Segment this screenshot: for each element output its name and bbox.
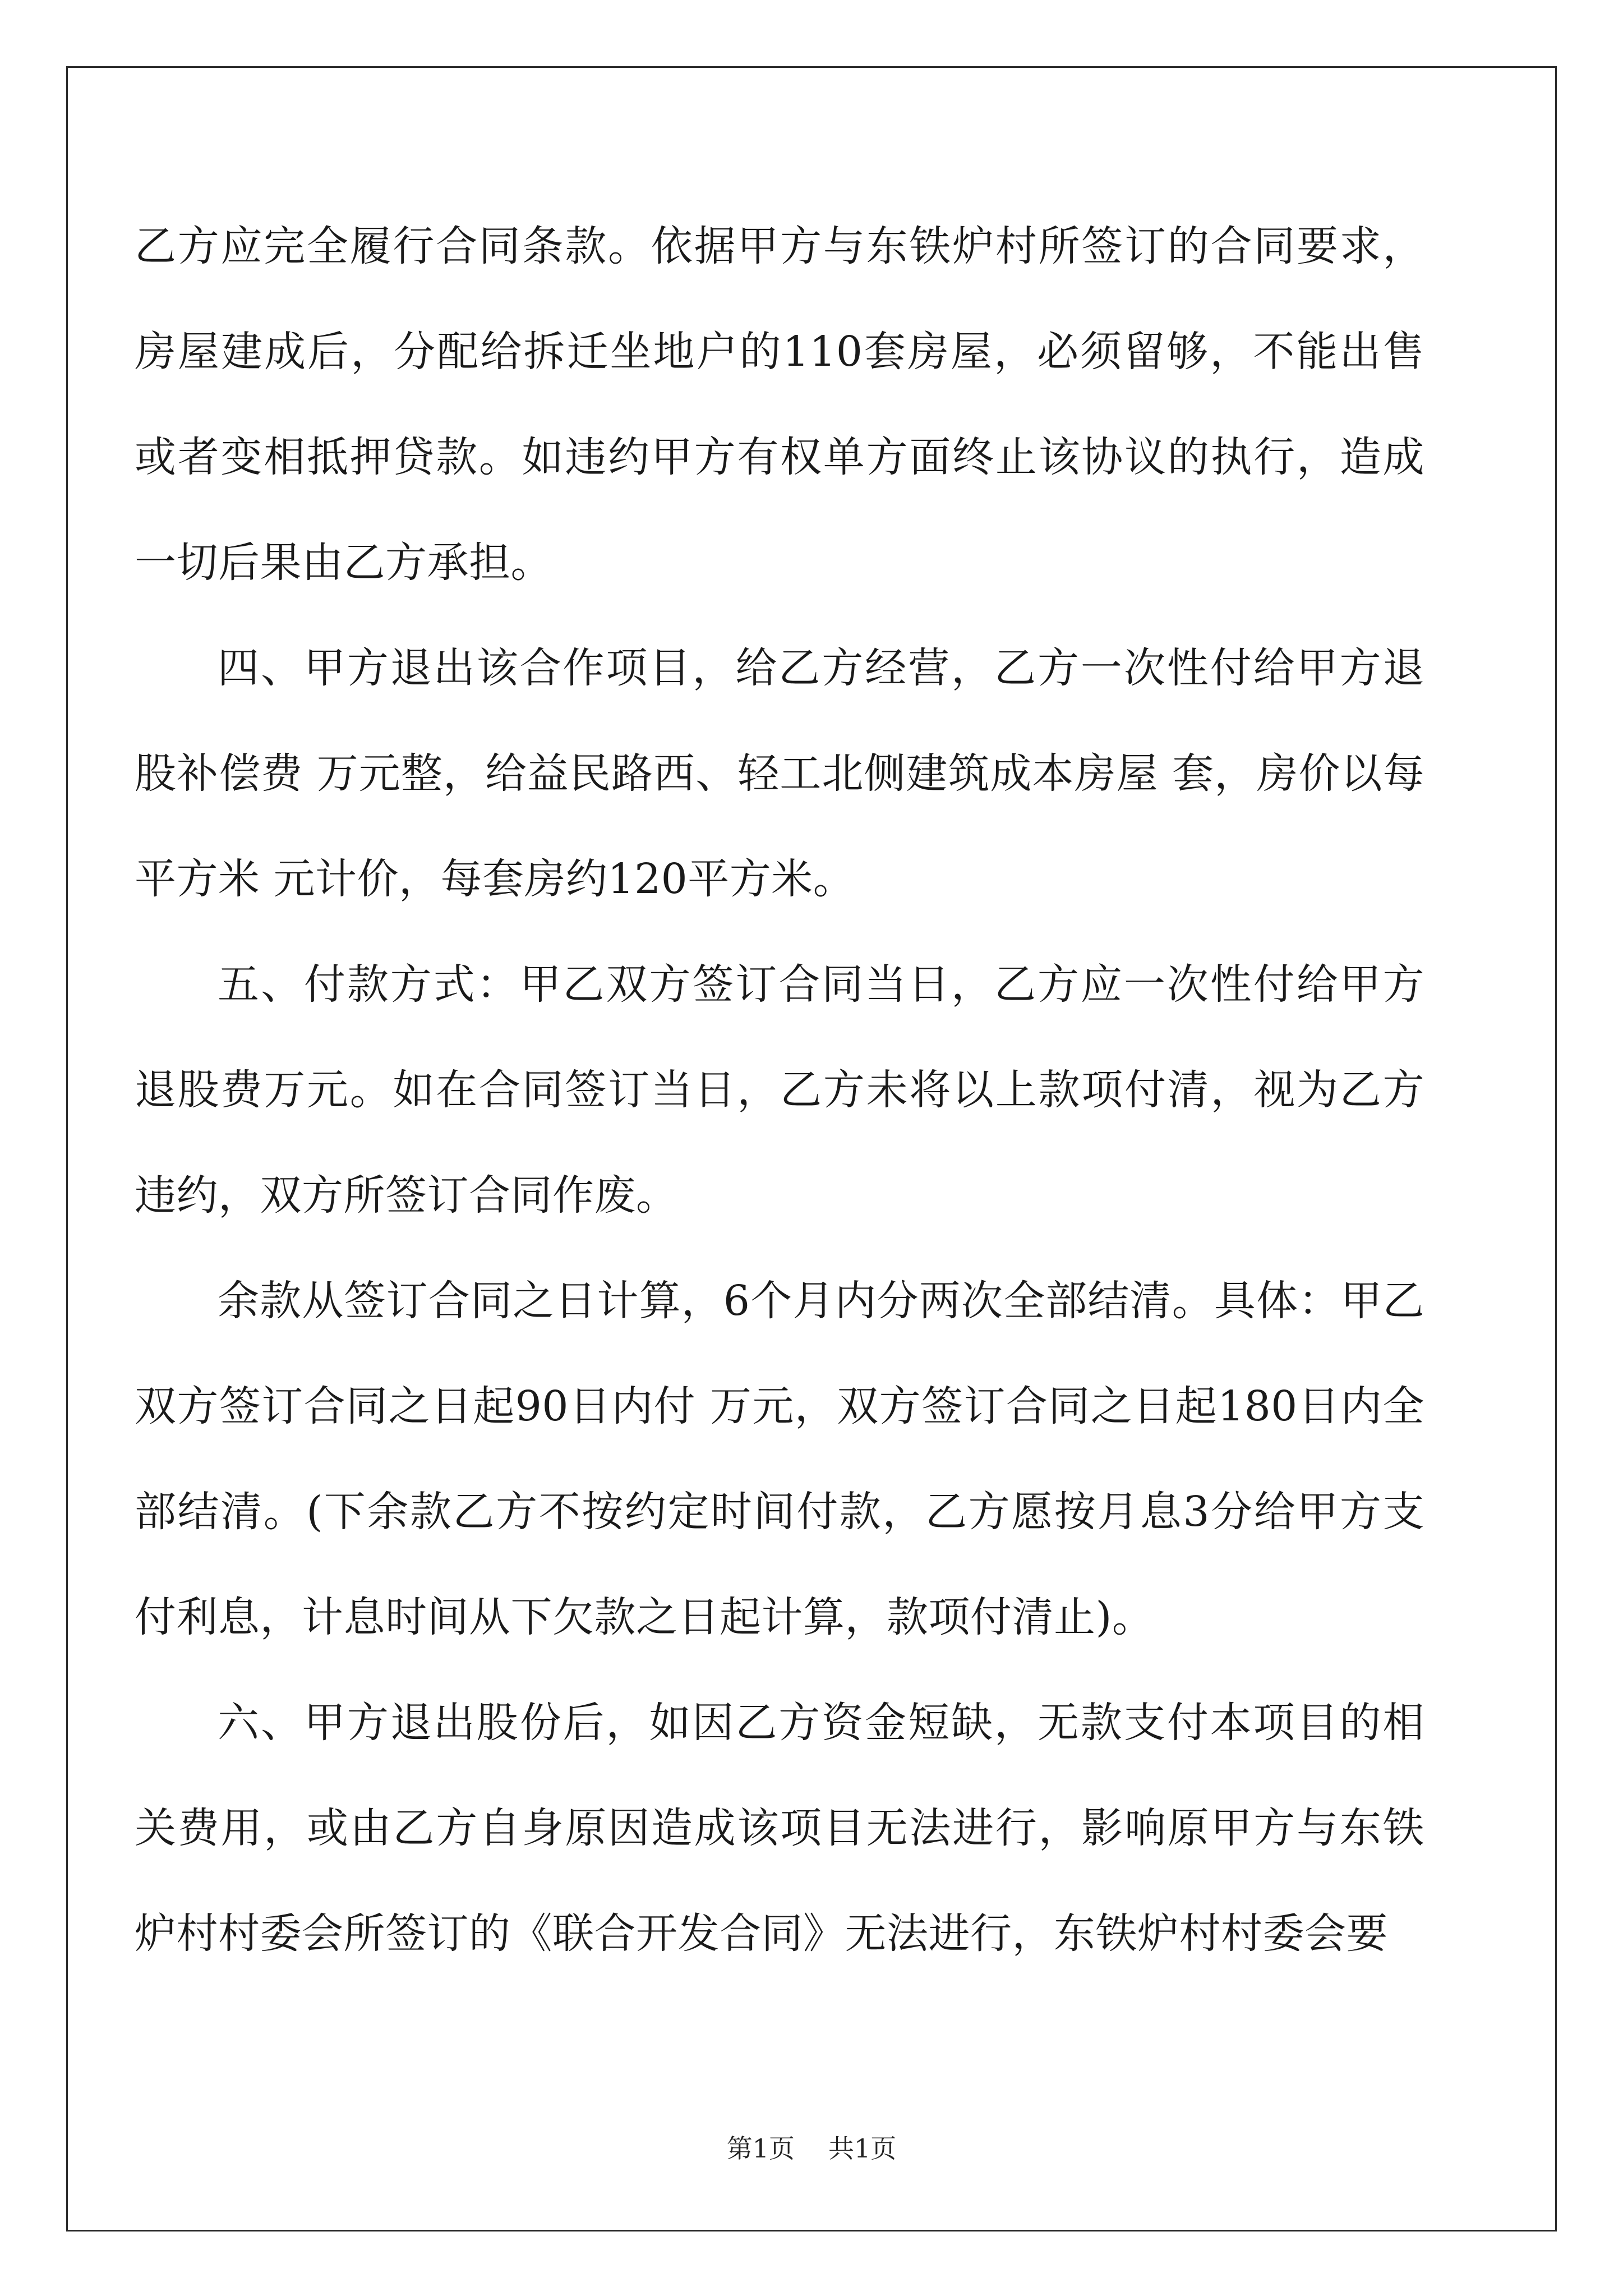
paragraph-3: 五、付款方式：甲乙双方签订合同当日，乙方应一次性付给甲方退股费万元。如在合同签订当日，乙方未将以上款项付清，视为乙方违约，双方所签订合同作废。 — [135, 960, 1424, 1220]
paragraph-1: 乙方应完全履行合同条款。依据甲方与东铁炉村所签订的合同要求，房屋建成后，分配给拆迁坐地户的110套房屋，必须留够，不能出售或者变相抵押贷款。如违约甲方有权单方面终止该协议的执行，造成一切后果由乙方承担。 — [135, 222, 1424, 587]
paragraph-4: 余款从签订合同之日计算，6个月内分两次全部结清。具体：甲乙双方签订合同之日起90日内付 万元，双方签订合同之日起180日内全部结清。(下余款乙方不按约定时间付款，乙方愿按月息3分给甲方支付利息，计息时间从下欠款之日起计算，款项付清止)。 — [135, 1277, 1424, 1641]
page-number-total: 共1页 — [828, 2133, 897, 2164]
page-footer — [0, 2132, 1623, 2165]
page-number-current: 第1页 — [726, 2133, 795, 2164]
document-body — [135, 194, 1424, 1986]
paragraph-5: 六、甲方退出股份后，如因乙方资金短缺，无款支付本项目的相关费用，或由乙方自身原因造成该项目无法进行，影响原甲方与东铁炉村村委会所签订的《联合开发合同》无法进行，东铁炉村村委会要 — [135, 1699, 1424, 1958]
paragraph-2: 四、甲方退出该合作项目，给乙方经营，乙方一次性付给甲方退股补偿费 万元整，给益民路西、轻工北侧建筑成本房屋 套，房价以每平方米 元计价，每套房约120平方米。 — [135, 644, 1424, 903]
